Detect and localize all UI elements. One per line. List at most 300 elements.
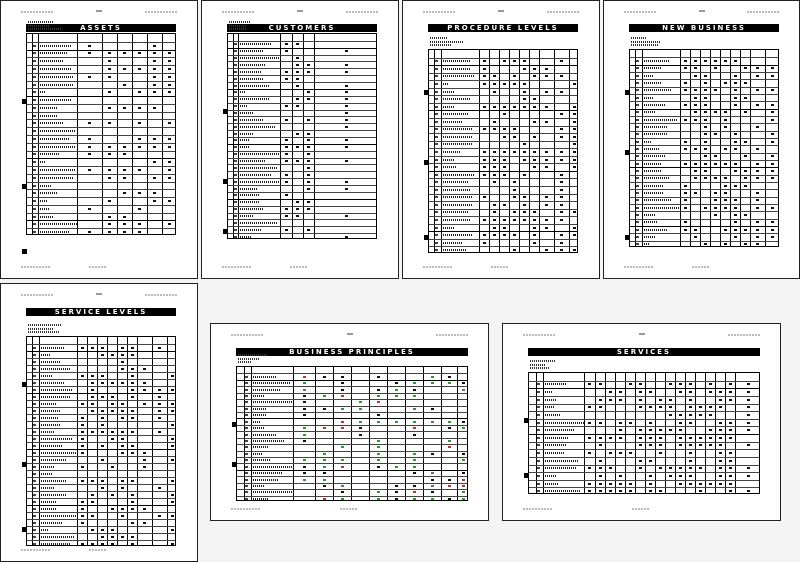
cell-mark <box>724 207 727 209</box>
cell-mark <box>307 91 310 93</box>
cell-mark <box>138 208 141 210</box>
cell-mark <box>359 434 362 436</box>
cell-mark <box>413 434 416 436</box>
cell-mark <box>771 133 774 135</box>
cell-mark <box>704 177 707 179</box>
cell-mark <box>747 467 750 469</box>
table-row-line <box>630 204 778 205</box>
header-text <box>523 334 555 336</box>
row-label <box>41 445 62 447</box>
table-row-line <box>27 491 175 492</box>
cell-mark <box>588 452 591 454</box>
row-label <box>240 105 248 107</box>
cell-mark <box>448 382 451 384</box>
table-row-line <box>228 164 376 165</box>
cell-mark <box>377 453 380 455</box>
cell-mark <box>694 163 697 165</box>
section-marker <box>22 382 27 387</box>
cell-mark <box>599 383 602 385</box>
cell-mark <box>684 207 687 209</box>
table-column-line <box>625 373 626 493</box>
cell-mark <box>684 67 687 69</box>
cell-mark <box>684 221 687 223</box>
cell-mark <box>121 403 124 405</box>
cell-mark <box>493 159 496 161</box>
cell-mark <box>448 485 451 487</box>
cell-mark <box>158 389 161 391</box>
cell-mark <box>303 389 306 391</box>
row-label <box>644 214 655 216</box>
cell-mark <box>545 68 548 70</box>
cell-mark <box>88 169 91 171</box>
cell-mark <box>709 444 712 446</box>
cell-mark <box>694 236 697 238</box>
cell-mark <box>462 472 465 474</box>
row-code <box>537 429 540 431</box>
row-label <box>41 410 60 412</box>
row-code <box>435 98 438 100</box>
row-label <box>41 508 57 510</box>
cell-mark <box>629 483 632 485</box>
row-code <box>435 166 438 168</box>
cell-mark <box>689 414 692 416</box>
row-code <box>245 446 248 448</box>
row-label <box>644 141 652 143</box>
cell-mark <box>413 427 416 429</box>
cell-mark <box>296 208 299 210</box>
row-label <box>40 223 77 225</box>
cell-mark <box>121 382 124 384</box>
row-code <box>245 408 248 410</box>
table-row-line <box>228 110 376 111</box>
cell-mark <box>285 78 288 80</box>
cell-mark <box>689 399 692 401</box>
table-row-line <box>27 104 175 105</box>
cell-mark <box>303 466 306 468</box>
cell-mark <box>81 466 84 468</box>
table-row-line <box>630 241 778 242</box>
table-row-line <box>529 449 759 450</box>
cell-mark <box>724 229 727 231</box>
row-label <box>644 243 650 245</box>
cell-mark <box>81 480 84 482</box>
cell-mark <box>131 375 134 377</box>
cell-mark <box>503 219 506 221</box>
section-marker <box>232 462 237 467</box>
cell-mark <box>659 452 662 454</box>
cell-mark <box>649 490 652 492</box>
row-code <box>33 459 36 461</box>
cell-mark <box>431 376 434 378</box>
cell-mark <box>101 424 104 426</box>
cell-mark <box>123 177 126 179</box>
cell-mark <box>296 201 299 203</box>
row-code <box>33 52 36 54</box>
row-code <box>234 188 237 190</box>
cell-mark <box>684 185 687 187</box>
cell-mark <box>679 391 682 393</box>
table-row-line <box>27 174 175 175</box>
cell-mark <box>639 444 642 446</box>
table-row-line <box>630 72 778 73</box>
row-label <box>41 389 72 391</box>
cell-mark <box>341 498 344 500</box>
table-row-line <box>237 489 467 490</box>
cell-mark <box>649 483 652 485</box>
row-code <box>234 64 237 66</box>
cell-mark <box>131 417 134 419</box>
cell-mark <box>699 490 702 492</box>
table-row-line <box>429 73 577 74</box>
table-row-line <box>228 130 376 131</box>
cell-mark <box>744 155 747 157</box>
cell-mark <box>143 522 146 524</box>
cell-mark <box>345 105 348 107</box>
cell-mark <box>609 437 612 439</box>
table-row-line <box>429 65 577 66</box>
cell-mark <box>171 480 174 482</box>
row-label <box>644 185 664 187</box>
cell-mark <box>111 431 114 433</box>
row-code <box>636 97 639 99</box>
cell-mark <box>91 494 94 496</box>
cell-mark <box>573 166 576 168</box>
row-label <box>40 60 63 62</box>
cell-mark <box>345 64 348 66</box>
row-code <box>33 410 36 412</box>
cell-mark <box>377 440 380 442</box>
legend-line <box>229 28 246 30</box>
row-label <box>253 498 269 500</box>
cell-mark <box>111 403 114 405</box>
table-column-line <box>117 337 118 545</box>
row-code <box>435 189 438 191</box>
row-code <box>33 501 36 503</box>
cell-mark <box>709 383 712 385</box>
header-text <box>222 11 254 13</box>
table-row-line <box>228 178 376 179</box>
row-code <box>435 106 438 108</box>
row-label <box>41 466 54 468</box>
section-marker <box>625 90 630 95</box>
cell-mark <box>153 177 156 179</box>
row-label <box>253 376 276 378</box>
cell-mark <box>143 382 146 384</box>
cell-mark <box>462 491 465 493</box>
row-code <box>33 529 36 531</box>
footer-text <box>290 266 308 268</box>
cell-mark <box>323 498 326 500</box>
row-label <box>240 181 280 183</box>
cell-mark <box>729 467 732 469</box>
table-row-line <box>630 109 778 110</box>
table-row-line <box>237 373 467 374</box>
cell-mark <box>341 389 344 391</box>
row-label <box>240 71 262 73</box>
cell-mark <box>689 483 692 485</box>
cell-mark <box>345 112 348 114</box>
row-code <box>537 437 540 439</box>
cell-mark <box>395 485 398 487</box>
row-code <box>33 231 36 233</box>
cell-mark <box>345 160 348 162</box>
row-label <box>253 453 262 455</box>
header-text <box>547 11 579 13</box>
header-text <box>145 294 177 296</box>
row-label <box>40 122 63 124</box>
cell-mark <box>171 375 174 377</box>
row-code <box>234 105 237 107</box>
legend-line <box>631 37 646 39</box>
cell-mark <box>171 515 174 517</box>
row-code <box>33 403 36 405</box>
cell-mark <box>143 459 146 461</box>
cell-mark <box>377 491 380 493</box>
cell-mark <box>694 60 697 62</box>
cell-mark <box>123 192 126 194</box>
table-row-line <box>27 400 175 401</box>
cell-mark <box>171 389 174 391</box>
row-code <box>234 174 237 176</box>
cell-mark <box>483 242 486 244</box>
row-label <box>644 82 662 84</box>
row-code <box>636 141 639 143</box>
page-number <box>297 10 303 12</box>
row-code <box>234 167 237 169</box>
table-column-line <box>238 34 239 238</box>
table-row-line <box>27 158 175 159</box>
data-table <box>428 49 578 253</box>
cell-mark <box>88 76 91 78</box>
cell-mark <box>153 91 156 93</box>
table-column-line <box>715 373 716 493</box>
cell-mark <box>138 169 141 171</box>
row-label <box>545 483 559 485</box>
cell-mark <box>639 406 642 408</box>
cell-mark <box>121 354 124 356</box>
cell-mark <box>101 487 104 489</box>
cell-mark <box>81 375 84 377</box>
row-label <box>41 536 75 538</box>
cell-mark <box>756 243 759 245</box>
cell-mark <box>131 396 134 398</box>
table-row-line <box>228 206 376 207</box>
row-code <box>636 243 639 245</box>
row-label <box>443 60 470 62</box>
row-label <box>41 431 54 433</box>
row-label <box>41 368 70 370</box>
cell-mark <box>756 229 759 231</box>
cell-mark <box>303 479 306 481</box>
cell-mark <box>168 146 171 148</box>
cell-mark <box>639 467 642 469</box>
cell-mark <box>111 354 114 356</box>
cell-mark <box>345 188 348 190</box>
row-label <box>240 167 278 169</box>
row-label <box>644 199 671 201</box>
cell-mark <box>121 431 124 433</box>
row-label <box>240 126 276 128</box>
row-code <box>33 480 36 482</box>
cell-mark <box>81 403 84 405</box>
cell-mark <box>588 422 591 424</box>
table-row-line <box>27 435 175 436</box>
cell-mark <box>545 166 548 168</box>
table-row-line <box>228 103 376 104</box>
row-code <box>435 181 438 183</box>
cell-mark <box>131 452 134 454</box>
row-code <box>537 383 540 385</box>
cell-mark <box>639 399 642 401</box>
cell-mark <box>714 199 717 201</box>
table-row-line <box>429 58 577 59</box>
cell-mark <box>573 159 576 161</box>
table-row-line <box>27 519 175 520</box>
cell-mark <box>734 170 737 172</box>
footer-text <box>222 266 252 268</box>
row-label <box>545 414 560 416</box>
section-marker <box>625 235 630 240</box>
cell-mark <box>285 229 288 231</box>
cell-mark <box>395 421 398 423</box>
cell-mark <box>629 452 632 454</box>
cell-mark <box>560 174 563 176</box>
row-code <box>234 112 237 114</box>
row-label <box>253 446 269 448</box>
table-column-line <box>605 373 606 493</box>
cell-mark <box>462 382 465 384</box>
cell-mark <box>158 410 161 412</box>
row-code <box>537 406 540 408</box>
cell-mark <box>483 151 486 153</box>
table-row-line <box>228 219 376 220</box>
row-code <box>234 194 237 196</box>
cell-mark <box>493 106 496 108</box>
cell-mark <box>341 376 344 378</box>
cell-mark <box>296 133 299 135</box>
cell-mark <box>111 438 114 440</box>
cell-mark <box>533 159 536 161</box>
cell-mark <box>377 498 380 500</box>
cell-mark <box>108 223 111 225</box>
cell-mark <box>694 111 697 113</box>
row-code <box>636 60 639 62</box>
cell-mark <box>168 91 171 93</box>
cell-mark <box>729 437 732 439</box>
cell-mark <box>771 104 774 106</box>
row-label <box>41 347 64 349</box>
cell-mark <box>573 227 576 229</box>
cell-mark <box>143 403 146 405</box>
table-row-line <box>429 224 577 225</box>
legend-line <box>28 28 62 30</box>
row-code <box>435 121 438 123</box>
table-row-line <box>27 189 175 190</box>
row-code <box>636 67 639 69</box>
table-row-line <box>27 135 175 136</box>
cell-mark <box>560 60 563 62</box>
cell-mark <box>493 166 496 168</box>
cell-mark <box>533 75 536 77</box>
row-label <box>40 200 47 202</box>
row-label <box>253 440 284 442</box>
row-code <box>636 236 639 238</box>
cell-mark <box>523 211 526 213</box>
cell-mark <box>138 68 141 70</box>
cell-mark <box>431 453 434 455</box>
table-row-line <box>237 386 467 387</box>
cell-mark <box>619 422 622 424</box>
cell-mark <box>168 177 171 179</box>
cell-mark <box>719 429 722 431</box>
cell-mark <box>756 192 759 194</box>
row-label <box>41 354 50 356</box>
cell-mark <box>513 196 516 198</box>
cell-mark <box>323 479 326 481</box>
cell-mark <box>341 446 344 448</box>
cell-mark <box>345 119 348 121</box>
cell-mark <box>513 234 516 236</box>
page-assets <box>0 0 198 279</box>
row-code <box>245 382 248 384</box>
row-code <box>537 444 540 446</box>
cell-mark <box>143 389 146 391</box>
cell-mark <box>694 97 697 99</box>
cell-mark <box>669 399 672 401</box>
cell-mark <box>545 204 548 206</box>
cell-mark <box>599 437 602 439</box>
page-number <box>96 10 102 12</box>
cell-mark <box>296 146 299 148</box>
data-table <box>528 372 760 494</box>
cell-mark <box>699 406 702 408</box>
row-label <box>443 106 454 108</box>
cell-mark <box>744 82 747 84</box>
cell-mark <box>123 107 126 109</box>
cell-mark <box>91 515 94 517</box>
table-row-line <box>630 189 778 190</box>
section-marker <box>223 179 228 184</box>
table-row-line <box>529 396 759 397</box>
row-code <box>245 498 248 500</box>
cell-mark <box>756 207 759 209</box>
cell-mark <box>158 431 161 433</box>
cell-mark <box>121 480 124 482</box>
row-label <box>545 444 566 446</box>
row-code <box>636 170 639 172</box>
row-code <box>435 75 438 77</box>
row-code <box>33 417 36 419</box>
cell-mark <box>448 421 451 423</box>
row-code <box>636 207 639 209</box>
cell-mark <box>285 71 288 73</box>
row-label <box>240 194 260 196</box>
header-text <box>21 11 53 13</box>
table-row-line <box>429 178 577 179</box>
cell-mark <box>771 75 774 77</box>
table-column-line <box>137 337 138 545</box>
cell-mark <box>724 111 727 113</box>
cell-mark <box>729 399 732 401</box>
cell-mark <box>296 64 299 66</box>
table-row-line <box>27 449 175 450</box>
cell-mark <box>747 391 750 393</box>
table-row-line <box>630 94 778 95</box>
table-row-line <box>228 158 376 159</box>
table-row-line <box>228 48 376 49</box>
cell-mark <box>694 192 697 194</box>
cell-mark <box>639 429 642 431</box>
